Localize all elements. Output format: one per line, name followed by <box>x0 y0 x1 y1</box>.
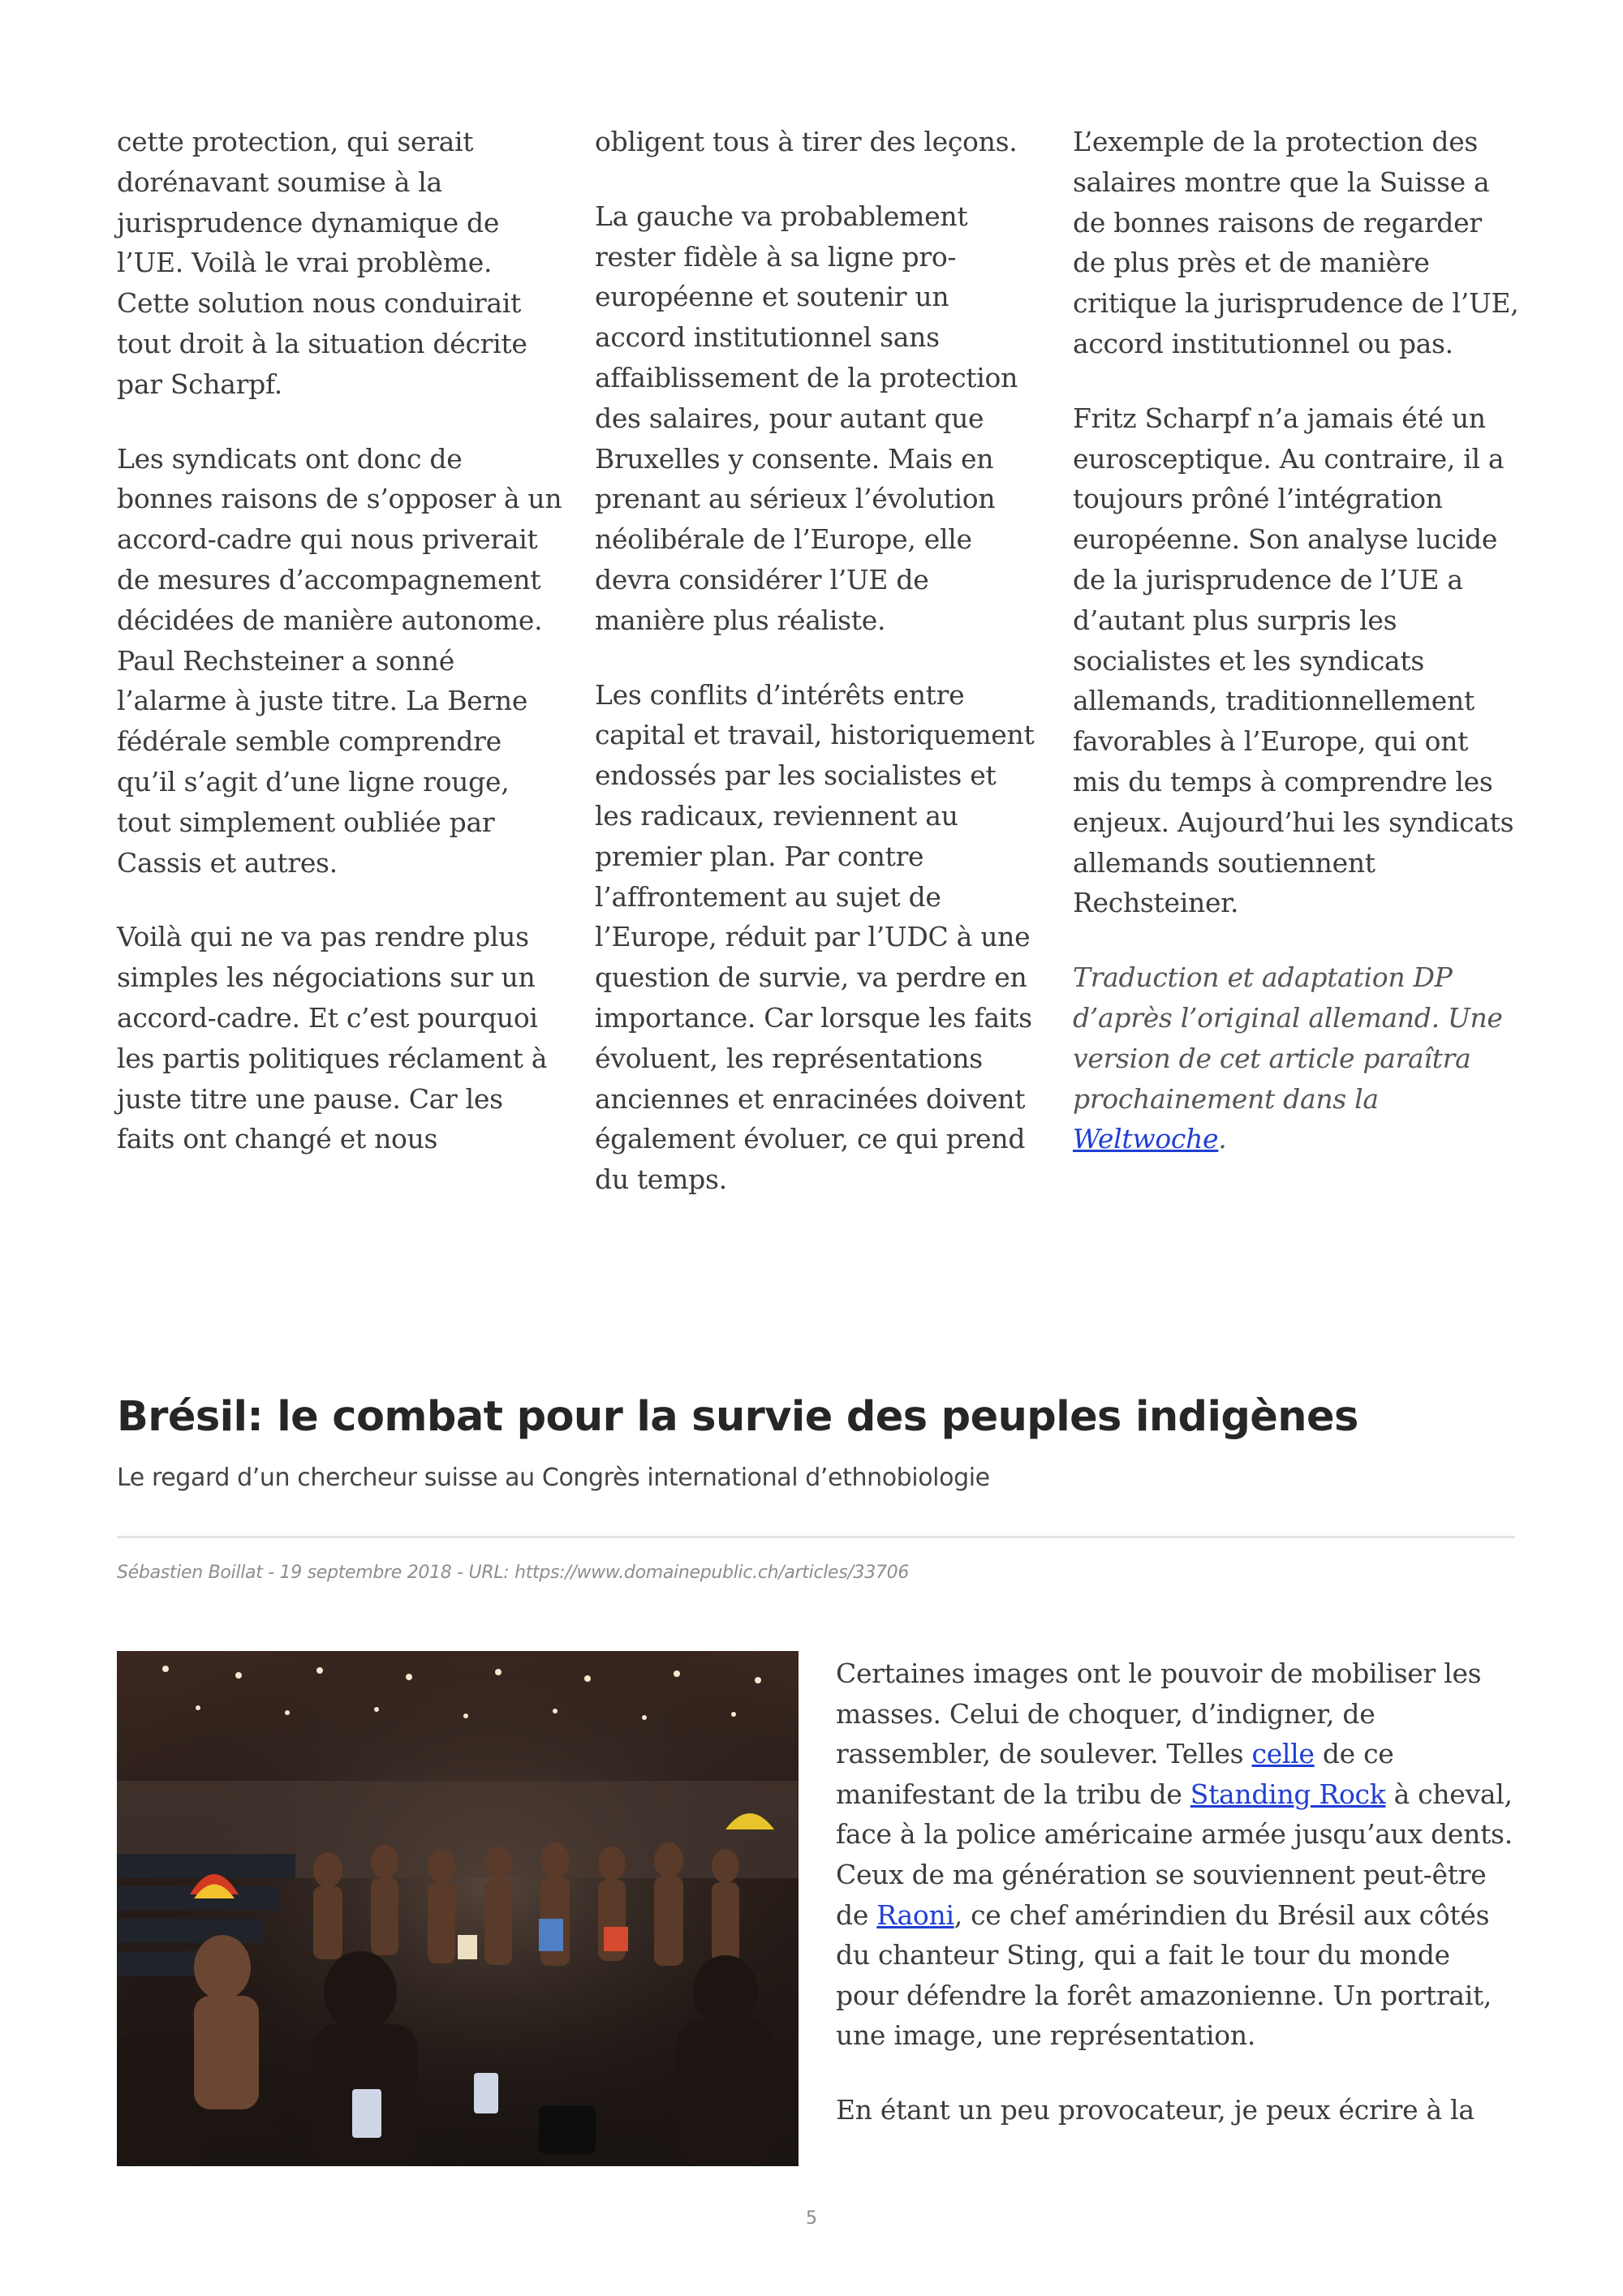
page-number: 5 <box>806 2208 817 2229</box>
article-photo <box>117 1651 799 2166</box>
weltwoche-link[interactable]: Weltwoche <box>1073 1123 1219 1155</box>
article-meta: Sébastien Boillat - 19 septembre 2018 - URL: https://www.domainepublic.ch/articles/33706 <box>117 1563 910 1583</box>
credit-end: . <box>1218 1123 1227 1155</box>
credit-text: Traduction et adaptation DP d’après l’original allemand. Une version de cet article paraîtra prochainement dans la <box>1073 961 1503 1115</box>
paragraph: Les syndicats ont donc de bonnes raisons de s’opposer à un accord-cadre qui nous priverait de mesures d’accompagnement décidées de manière autonome. Paul Rechsteiner a sonné l’alarme à juste titre. La Berne fédérale semble comprendre qu’il s’agit d’une ligne rouge, tout simplement oubliée par Cassis et autres. <box>117 442 562 879</box>
body-text: de ce manifestant de la tribu de <box>836 1738 1394 1810</box>
raoni-link[interactable]: Raoni <box>876 1898 954 1931</box>
divider <box>117 1536 1515 1538</box>
paragraph: Voilà qui ne va pas rendre plus simples les négociations sur un accord-cadre. Et c’est pourquoi les partis politiques réclament à juste titre une pause. Car les faits ont changé et nous <box>117 921 548 1155</box>
paragraph: L’exemple de la protection des salaires montre que la Suisse a de bonnes raisons de regarder de plus près et de manière critique la jurisprudence de l’UE, accord institutionnel ou pas. <box>1073 126 1519 359</box>
body-text: à cheval, face à la police américaine armée jusqu’aux dents. Ceux de ma génération se souviennent peut-être de <box>836 1778 1513 1931</box>
article-title: Brésil: le combat pour la survie des peuples indigènes <box>117 1393 1358 1441</box>
text-column-2 <box>595 122 1041 1234</box>
paragraph: cette protection, qui serait dorénavant soumise à la jurisprudence dynamique de l’UE. Voilà le vrai problème. Cette solution nous conduirait tout droit à la situation décrite par Scharpf. <box>117 126 527 400</box>
paragraph: Fritz Scharpf n’a jamais été un eurosceptique. Au contraire, il a toujours prôné l’intégration européenne. Son analyse lucide de la jurisprudence de l’UE a d’autant plus surpris les socialistes et les syndicats allemands, traditionnellement favorables à l’Europe, qui ont mis du temps à comprendre les enjeux. Aujourd’hui les syndicats allemands soutiennent Rechsteiner. <box>1073 402 1514 919</box>
paragraph: La gauche va probablement rester fidèle à sa ligne pro-européenne et soutenir un accord institutionnel sans affaiblissement de la protection des salaires, pour autant que Bruxelles y consente. Mais en prenant au sérieux l’évolution néolibérale de l’Europe, elle devra considérer l’UE de manière plus réaliste. <box>595 200 1018 636</box>
article-body <box>836 1653 1518 2165</box>
paragraph: obligent tous à tirer des leçons. <box>595 126 1018 157</box>
paragraph: Les conflits d’intérêts entre capital et travail, historiquement endossés par les socialistes et les radicaux, reviennent au premier plan. Par contre l’affrontement au sujet de l’Europe, réduit par l’UDC à une question de survie, va perdre en importance. Car lorsque les faits évoluent, les représentations anciennes et enracinées doivent également évoluer, ce qui prend du temps. <box>595 678 1035 1196</box>
standing-rock-link[interactable]: Standing Rock <box>1190 1778 1386 1810</box>
text-column-3 <box>1073 122 1519 1193</box>
paragraph <box>836 1653 1518 2056</box>
body-text: Certaines images ont le pouvoir de mobiliser les masses. Celui de choquer, d’indigner, de rassembler, de soulever. Telles <box>836 1658 1482 1770</box>
body-text: , ce chef amérindien du Brésil aux côtés du chanteur Sting, qui a fait le tour du monde pour défendre la forêt amazonienne. Un portrait, une image, une représentation. <box>836 1898 1492 2052</box>
paragraph: En étant un peu provocateur, je peux écrire à la <box>836 2093 1474 2126</box>
text-column-1 <box>117 122 563 1193</box>
article-subtitle: Le regard d’un chercheur suisse au Congrès international d’ethnobiologie <box>117 1464 990 1492</box>
translation-credit <box>1073 957 1519 1159</box>
celle-link[interactable]: celle <box>1251 1738 1315 1770</box>
